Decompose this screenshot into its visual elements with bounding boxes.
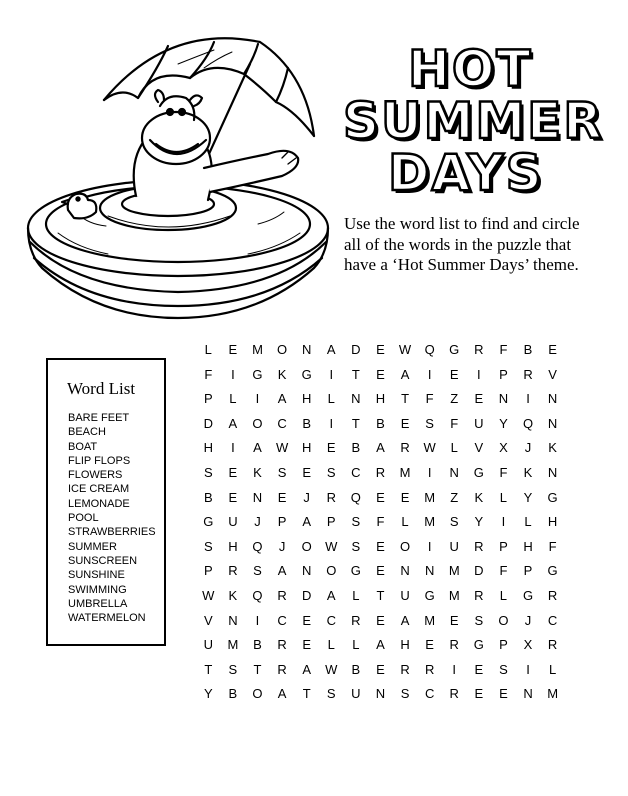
grid-letter[interactable]: G <box>449 342 460 357</box>
hippo-pool-illustration <box>18 28 338 328</box>
grid-letter[interactable]: I <box>452 661 457 677</box>
grid-letter[interactable]: S <box>253 563 262 579</box>
grid-letter[interactable]: H <box>523 538 533 554</box>
grid-letter[interactable]: U <box>449 538 459 554</box>
title-line-hot: HOT <box>408 40 533 98</box>
grid-letter[interactable]: T <box>376 587 385 603</box>
grid-letter[interactable]: R <box>228 563 238 579</box>
grid-row <box>196 412 565 437</box>
grid-letter[interactable]: G <box>547 489 558 505</box>
word-list-item: SWIMMING <box>68 583 127 596</box>
grid-row <box>196 658 565 683</box>
grid-letter[interactable]: E <box>400 415 410 431</box>
grid-letter[interactable]: J <box>524 440 532 456</box>
grid-letter[interactable]: R <box>424 661 435 677</box>
grid-letter[interactable]: E <box>474 686 484 702</box>
grid-letter[interactable]: K <box>228 587 238 603</box>
grid-letter[interactable]: L <box>229 391 237 407</box>
grid-letter[interactable]: B <box>253 637 262 653</box>
grid-letter[interactable]: D <box>474 563 484 579</box>
grid-letter[interactable]: L <box>352 637 360 653</box>
grid-letter[interactable]: B <box>376 415 385 431</box>
grid-letter[interactable]: A <box>302 661 311 677</box>
grid-row <box>196 609 565 634</box>
grid-row <box>196 338 565 363</box>
grid-letter[interactable]: T <box>253 661 262 677</box>
grid-letter[interactable]: E <box>474 391 484 407</box>
word-list-item: FLIP FLOPS <box>68 454 131 467</box>
grid-letter[interactable]: E <box>277 489 287 505</box>
word-list-item: SUNSCREEN <box>68 554 138 567</box>
grid-letter[interactable]: J <box>254 514 261 530</box>
grid-letter[interactable]: H <box>301 391 312 407</box>
grid-letter[interactable]: E <box>376 661 385 677</box>
grid-letter[interactable]: E <box>376 342 385 357</box>
grid-letter[interactable]: G <box>424 587 435 603</box>
grid-letter[interactable]: S <box>474 612 484 628</box>
grid-letter[interactable]: H <box>301 440 312 456</box>
grid-letter[interactable]: R <box>277 661 287 677</box>
title-line-summer: SUMMER <box>343 92 604 150</box>
grid-letter[interactable]: M <box>448 587 460 603</box>
grid-letter[interactable]: D <box>301 587 312 603</box>
grid-letter[interactable]: E <box>376 538 385 554</box>
grid-letter[interactable]: N <box>523 686 533 702</box>
grid-letter[interactable]: H <box>400 637 410 653</box>
grid-letter[interactable]: I <box>427 464 432 480</box>
grid-letter[interactable]: X <box>523 637 533 653</box>
grid-letter[interactable]: E <box>400 489 410 505</box>
grid-letter[interactable]: J <box>524 612 532 628</box>
grid-letter[interactable]: S <box>203 464 213 480</box>
grid-letter[interactable]: A <box>376 637 385 653</box>
grid-row <box>196 584 565 609</box>
grid-letter[interactable]: K <box>548 440 557 456</box>
grid-letter[interactable]: L <box>352 587 360 603</box>
grid-letter[interactable]: P <box>203 563 213 579</box>
grid-letter[interactable]: N <box>547 464 558 480</box>
grid-letter[interactable]: L <box>204 342 212 357</box>
word-search-grid <box>196 338 565 707</box>
grid-letter[interactable]: U <box>203 637 213 653</box>
grid-letter[interactable]: K <box>253 464 262 480</box>
grid-letter[interactable]: Q <box>350 489 361 505</box>
grid-letter[interactable]: F <box>376 514 385 530</box>
grid-letter[interactable]: Q <box>522 415 534 431</box>
grid-letter[interactable]: G <box>522 587 534 603</box>
grid-letter[interactable]: V <box>203 612 213 628</box>
grid-letter[interactable]: W <box>275 440 289 456</box>
grid-letter[interactable]: R <box>326 489 336 505</box>
grid-letter[interactable]: L <box>327 637 335 653</box>
grid-letter[interactable]: E <box>548 342 557 357</box>
grid-letter[interactable]: R <box>547 587 558 603</box>
grid-row <box>196 633 565 658</box>
grid-letter[interactable]: T <box>204 661 213 677</box>
grid-letter[interactable]: Y <box>523 489 533 505</box>
grid-letter[interactable]: W <box>202 587 215 603</box>
word-list-box <box>46 358 166 646</box>
grid-letter[interactable]: N <box>449 464 459 480</box>
grid-letter[interactable]: Y <box>499 415 508 431</box>
grid-letter[interactable]: C <box>277 612 287 628</box>
grid-letter[interactable]: G <box>301 366 312 382</box>
grid-letter[interactable]: F <box>499 464 508 480</box>
grid-letter[interactable]: G <box>203 514 214 530</box>
grid-letter[interactable]: U <box>228 514 238 530</box>
grid-letter[interactable]: R <box>400 661 410 677</box>
grid-letter[interactable]: O <box>326 563 337 579</box>
grid-letter[interactable]: S <box>228 661 238 677</box>
grid-letter[interactable]: D <box>203 415 213 431</box>
grid-letter[interactable]: E <box>302 612 311 628</box>
grid-letter[interactable]: A <box>277 563 287 579</box>
grid-row <box>196 682 565 707</box>
grid-letter[interactable]: D <box>351 342 361 357</box>
grid-letter[interactable]: C <box>277 415 287 431</box>
grid-row <box>196 535 565 560</box>
grid-letter[interactable]: N <box>228 612 238 628</box>
word-list-item: LEMONADE <box>68 497 130 510</box>
grid-letter[interactable]: A <box>228 415 238 431</box>
grid-letter[interactable]: C <box>424 686 435 702</box>
grid-row <box>196 387 565 412</box>
word-list-item: FLOWERS <box>68 469 123 482</box>
grid-letter[interactable]: B <box>523 342 533 357</box>
grid-letter[interactable]: N <box>375 686 386 702</box>
grid-letter[interactable]: F <box>425 391 434 407</box>
grid-letter[interactable]: L <box>327 391 335 407</box>
grid-letter[interactable]: W <box>325 538 338 554</box>
grid-letter[interactable]: M <box>424 612 436 628</box>
grid-letter[interactable]: N <box>301 563 312 579</box>
grid-letter[interactable]: N <box>498 391 509 407</box>
grid-letter[interactable]: E <box>326 440 336 456</box>
grid-letter[interactable]: G <box>547 563 558 579</box>
grid-letter[interactable]: F <box>450 415 459 431</box>
grid-letter[interactable]: B <box>228 686 238 702</box>
grid-letter[interactable]: I <box>231 440 235 456</box>
grid-letter[interactable]: N <box>351 391 361 407</box>
grid-letter[interactable]: J <box>278 538 286 554</box>
grid-letter[interactable]: M <box>399 464 411 480</box>
grid-letter[interactable]: I <box>255 391 260 407</box>
grid-letter[interactable]: T <box>351 415 360 431</box>
grid-letter[interactable]: R <box>277 587 287 603</box>
grid-letter[interactable]: G <box>473 464 484 480</box>
grid-letter[interactable]: G <box>473 637 484 653</box>
grid-letter[interactable]: R <box>277 637 287 653</box>
grid-letter[interactable]: H <box>228 538 238 554</box>
grid-letter[interactable]: R <box>400 440 410 456</box>
grid-letter[interactable]: L <box>450 440 458 456</box>
word-list-item: BOAT <box>68 440 98 453</box>
grid-letter[interactable]: I <box>329 366 334 382</box>
grid-letter[interactable]: I <box>477 366 481 382</box>
word-list-item: STRAWBERRIES <box>68 526 156 539</box>
grid-letter[interactable]: H <box>203 440 213 456</box>
grid-letter[interactable]: S <box>351 514 361 530</box>
grid-letter[interactable]: A <box>277 686 287 702</box>
word-list-item: POOL <box>68 512 99 525</box>
grid-letter[interactable]: S <box>326 464 336 480</box>
grid-letter[interactable]: N <box>424 563 435 579</box>
grid-letter[interactable]: Y <box>474 514 484 530</box>
grid-row <box>196 486 565 511</box>
grid-letter[interactable]: A <box>326 342 336 357</box>
title-line-days: DAYS <box>388 144 544 202</box>
grid-letter[interactable]: E <box>376 563 385 579</box>
word-list-item: UMBRELLA <box>68 597 128 610</box>
grid-letter[interactable]: G <box>350 563 361 579</box>
word-list-heading: Word List <box>67 379 136 398</box>
grid-letter[interactable]: A <box>376 440 385 456</box>
grid-letter[interactable]: S <box>400 686 410 702</box>
grid-letter[interactable]: J <box>303 489 310 505</box>
grid-letter[interactable]: R <box>449 637 459 653</box>
grid-letter[interactable]: N <box>400 563 410 579</box>
grid-row <box>196 436 565 461</box>
grid-letter[interactable]: V <box>548 366 557 382</box>
grid-letter[interactable]: O <box>252 686 263 702</box>
grid-letter[interactable]: E <box>499 686 508 702</box>
grid-letter[interactable]: M <box>252 342 263 357</box>
grid-letter[interactable]: Q <box>424 342 435 357</box>
grid-letter[interactable]: E <box>376 489 385 505</box>
grid-letter[interactable]: I <box>329 415 334 431</box>
grid-letter[interactable]: E <box>449 366 459 382</box>
grid-letter[interactable]: C <box>547 612 558 628</box>
grid-letter[interactable]: S <box>326 686 336 702</box>
grid-letter[interactable]: P <box>499 538 508 554</box>
instructions-text: Use the word list to find and circle all of the words in the puzzle that have a ‘Hot Summer Days’ theme. <box>344 214 580 274</box>
grid-letter[interactable]: A <box>277 391 287 407</box>
grid-letter[interactable]: A <box>326 587 336 603</box>
grid-letter[interactable]: T <box>401 391 410 407</box>
grid-letter[interactable]: M <box>448 563 460 579</box>
grid-letter[interactable]: P <box>277 514 287 530</box>
word-list-item: ICE CREAM <box>68 483 130 496</box>
grid-letter[interactable]: L <box>548 661 557 677</box>
grid-letter[interactable]: S <box>203 538 213 554</box>
grid-letter[interactable]: E <box>376 612 385 628</box>
grid-letter[interactable]: E <box>228 489 238 505</box>
grid-letter[interactable]: B <box>351 661 361 677</box>
word-list-item: SUNSHINE <box>68 569 125 582</box>
grid-letter[interactable]: L <box>401 514 409 530</box>
word-list-item: SUMMER <box>68 540 117 553</box>
grid-letter[interactable]: O <box>498 612 509 628</box>
grid-letter[interactable]: N <box>547 415 558 431</box>
grid-letter[interactable]: E <box>228 464 238 480</box>
grid-letter[interactable]: H <box>547 514 558 530</box>
grid-letter[interactable]: R <box>449 686 459 702</box>
grid-letter[interactable]: U <box>351 686 361 702</box>
grid-letter[interactable]: T <box>302 686 311 702</box>
grid-row <box>196 461 565 486</box>
grid-letter[interactable]: Z <box>450 391 459 407</box>
grid-letter[interactable]: V <box>474 440 484 456</box>
grid-letter[interactable]: E <box>425 637 434 653</box>
grid-letter[interactable]: R <box>474 538 484 554</box>
grid-letter[interactable]: R <box>375 464 386 480</box>
grid-letter[interactable]: Q <box>252 538 263 554</box>
grid-letter[interactable]: G <box>252 366 263 382</box>
grid-letter[interactable]: A <box>400 366 410 382</box>
grid-letter[interactable]: R <box>474 587 484 603</box>
grid-row <box>196 559 565 584</box>
grid-letter[interactable]: L <box>499 587 508 603</box>
grid-letter[interactable]: U <box>474 415 484 431</box>
grid-letter[interactable]: S <box>425 415 434 431</box>
grid-letter[interactable]: M <box>424 514 436 530</box>
grid-letter[interactable]: N <box>252 489 263 505</box>
grid-letter[interactable]: R <box>523 366 533 382</box>
grid-letter[interactable]: I <box>501 514 506 530</box>
word-list-item: WATERMELON <box>68 612 146 625</box>
grid-letter[interactable]: P <box>326 514 336 530</box>
grid-letter[interactable]: F <box>548 538 557 554</box>
grid-letter[interactable]: Z <box>450 489 459 505</box>
grid-letter[interactable]: O <box>301 538 312 554</box>
grid-letter[interactable]: R <box>474 342 484 357</box>
grid-letter[interactable]: E <box>302 464 311 480</box>
grid-letter[interactable]: O <box>277 342 288 357</box>
grid-letter[interactable]: S <box>499 661 508 677</box>
grid-letter[interactable]: I <box>526 661 530 677</box>
grid-letter[interactable]: I <box>526 391 530 407</box>
grid-letter[interactable]: K <box>523 464 533 480</box>
grid-letter[interactable]: N <box>301 342 312 357</box>
grid-letter[interactable]: I <box>231 366 235 382</box>
grid-letter[interactable]: M <box>227 637 239 653</box>
grid-letter[interactable]: O <box>399 538 411 554</box>
grid-letter[interactable]: S <box>351 538 361 554</box>
grid-letter[interactable]: A <box>253 440 262 456</box>
grid-letter[interactable]: E <box>449 612 459 628</box>
grid-letter[interactable]: X <box>499 440 508 456</box>
grid-letter[interactable]: W <box>398 342 412 357</box>
grid-letter[interactable]: E <box>376 366 385 382</box>
grid-letter[interactable]: B <box>203 489 213 505</box>
grid-letter[interactable]: R <box>351 612 361 628</box>
grid-letter[interactable]: T <box>351 366 360 382</box>
grid-letter[interactable]: R <box>547 637 558 653</box>
grid-letter[interactable]: A <box>400 612 410 628</box>
grid-letter[interactable]: S <box>277 464 287 480</box>
grid-letter[interactable]: I <box>427 538 432 554</box>
grid-letter[interactable]: W <box>325 661 338 677</box>
grid-row <box>196 510 565 535</box>
grid-letter[interactable]: E <box>228 342 238 357</box>
grid-letter[interactable]: E <box>474 661 484 677</box>
grid-letter[interactable]: O <box>252 415 263 431</box>
grid-letter[interactable]: M <box>547 686 559 702</box>
grid-letter[interactable]: I <box>427 366 432 382</box>
grid-letter[interactable]: S <box>449 514 459 530</box>
grid-letter[interactable]: P <box>523 563 533 579</box>
grid-letter[interactable]: L <box>499 489 508 505</box>
grid-letter[interactable]: Q <box>252 587 263 603</box>
grid-letter[interactable]: A <box>302 514 311 530</box>
grid-letter[interactable]: L <box>524 514 532 530</box>
grid-letter[interactable]: H <box>375 391 386 407</box>
grid-letter[interactable]: I <box>255 612 260 628</box>
grid-letter[interactable]: W <box>423 440 436 456</box>
grid-letter[interactable]: F <box>499 342 508 357</box>
grid-letter[interactable]: P <box>499 637 508 653</box>
grid-letter[interactable]: Y <box>203 686 213 702</box>
grid-letter[interactable]: E <box>302 637 311 653</box>
grid-letter[interactable]: U <box>400 587 410 603</box>
word-list-item: BARE FEET <box>68 412 130 424</box>
grid-letter[interactable]: P <box>499 366 508 382</box>
grid-letter[interactable]: B <box>302 415 311 431</box>
grid-letter[interactable]: K <box>277 366 287 382</box>
grid-letter[interactable]: C <box>351 464 361 480</box>
grid-row <box>196 363 565 388</box>
grid-letter[interactable]: C <box>326 612 336 628</box>
grid-letter[interactable]: N <box>547 391 558 407</box>
word-list <box>68 411 156 625</box>
grid-letter[interactable]: B <box>351 440 361 456</box>
grid-letter[interactable]: F <box>204 366 213 382</box>
word-list-item: BEACH <box>68 426 106 439</box>
grid-letter[interactable]: K <box>474 489 484 505</box>
grid-letter[interactable]: P <box>203 391 213 407</box>
grid-letter[interactable]: F <box>499 563 508 579</box>
grid-letter[interactable]: M <box>424 489 436 505</box>
